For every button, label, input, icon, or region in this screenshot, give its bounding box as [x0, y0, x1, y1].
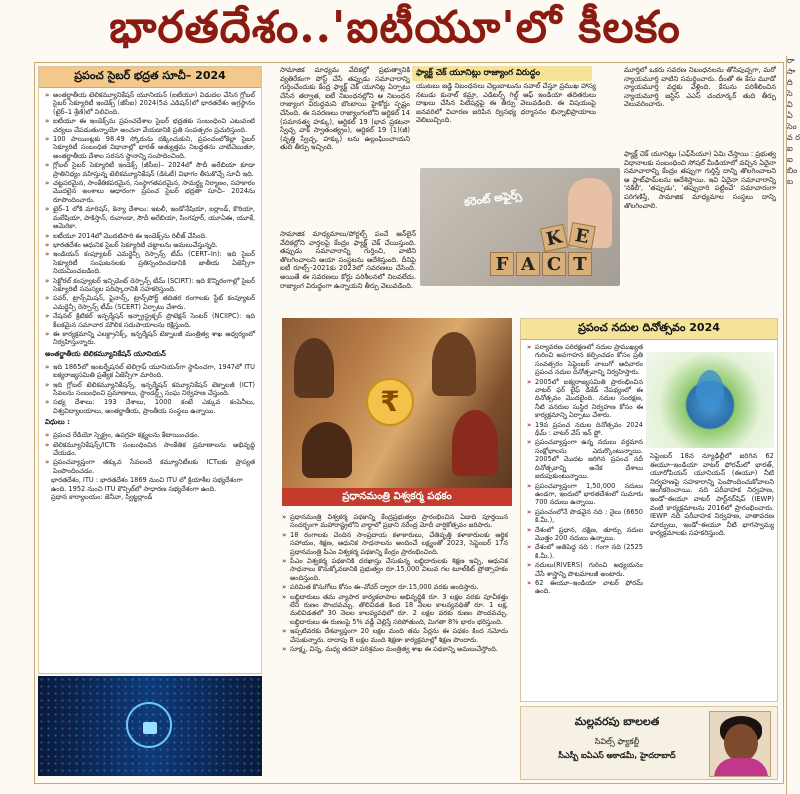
list-item: » నేషనల్ క్రిటికల్ ఇన్ఫర్మేషన్ ఇన్ఫ్రాస్ట్రక్చర్ ప్రొటెక్షన్ సెంటర్ (NCIIPC): ఇది కీలకమైన సమాచార మౌలిక సదుపాయాలను రక్షిస్తుంది.: [45, 312, 255, 329]
author-face: [724, 724, 758, 762]
letter-block: E: [568, 222, 596, 250]
list-item: » దేశంలో అతిపెద్ద నది : గంగా నది (2525 కి.మీ.).: [527, 543, 643, 560]
list-item: » పీఎం విశ్వకర్మ పథకానికి దరఖాస్తు చేసుకున్న లబ్ధిదారులకు శిక్షణ ఇచ్చి, ఆధునిక సాధనాలు కొనుక్కోవడానికి ప్రభుత్వం రూ.15,000 విలువ గల టూల్‌కిట్ ప్రోత్సాహకం అందిస్తుంది.: [282, 557, 508, 582]
list-item: » పర్యావరణ పరిరక్షణలో నదుల ప్రాముఖ్యత గురించి అవగాహన కల్పించడం కోసం ప్రతి సంవత్సరం సెప్టెంబర్ నాలుగో ఆదివారం ప్రపంచ నదుల దినోత్సవాన్ని నిర్వహిస్తారు.: [527, 343, 643, 377]
author-card: [520, 706, 778, 780]
india-itu-text: భారతదేశం, ITU : భారతదేశం 1869 నుంచి ITU లో క్రియాశీల సభ్యదేశంగా ఉంది. 1952 నుంచి ITU కౌన్సిల్‌లో సాధారణ సభ్యదేశంగా ఉంది.: [51, 476, 243, 493]
list-item: » 62 ఈయూ–ఇండియా వాటర్ ఫోరమ్ ఉంది.: [527, 579, 643, 596]
factcheck-lower-column: సామాజిక మాధ్యమాలు/పోర్టల్స్ పంచే ఆన్‌లైన్ వేదికల్లోని వార్తలపై కేంద్రం ఫ్యాక్ట్ చెక్ చేయిస్తుంది. తప్పుడు సమాచారాన్ని గుర్తించి, వాటిని తొలగించాలని ఆయా సంస్థలను ఆదేశిస్తుంది. దీనిపై ఐటీ రూల్స్–2021కు 2023లో సవరణలు చేసింది. అయితే ఈ సవరణలు కోర్టు పరిశీలనలో నిలవలేదు. రాజ్యాంగ విరుద్ధంగా ఉన్నాయని తీర్పు వెలువడింది.: [280, 230, 416, 290]
artisan-figure: [302, 422, 352, 478]
factcheck-right-bullet: ఫ్యాక్ట్ చెక్ యూనిట్లు (ఎఫ్‌సీయూ) ఏమి చేస్తాయి : ప్రభుత్వ విధానాలకు సంబంధించి సోషల్ మీడియాలో వచ్చిన ఏదైనా సమాచారాన్ని కేంద్రం తప్పుగా గుర్తిస్తే దాన్ని తొలగించాలని ఆ ప్లాట్‌ఫామ్‌లను ఆదేశిస్తాయి. ఇవి ఏదైనా సమాచారాన్ని 'నకిలీ', 'తప్పుడు', 'తప్పుదారి పట్టించే' సమాచారంగా పరిగణిస్తే, సామాజిక మాధ్యమాల సంస్థలు దాన్ని తొలగించాలి.: [624, 150, 776, 210]
list-item: » ప్రపంచవ్యాప్తంగా 1,50,000 నదులు ఉండగా, ఇందులో భారతదేశంలో సుమారు 700 నదులు ఉన్నాయి.: [527, 482, 643, 507]
list-item: » ఇది 1865లో ఇంటర్నేషనల్ టెలిగ్రాఫ్ యూనియన్‌గా స్థాపించగా, 1947లో ITU ఐక్యరాజ్యసమితి ప్రత్యేక ఏజెన్సీగా మారింది.: [45, 363, 255, 380]
fact-blocks-image: [420, 168, 620, 286]
cyber-index-heading: ప్రపంచ సైబర్ భద్రత సూచీ– 2024: [39, 67, 261, 88]
letter-block: A: [516, 252, 540, 276]
list-item: » సభ్య దేశాలు: 193 దేశాలు, 1000 కంటే ఎక్కువ కంపెనీలు, విశ్వవిద్యాలయాలు, అంతర్జాతీయ, ప్రాంతీయ సంస్థలు ఉన్నాయి.: [45, 398, 255, 415]
list-item: » 2005లో ఐక్యరాజ్యసమితి ప్రారంభించిన వాటర్ ఫర్ లైఫ్ డికేడ్ నేపథ్యంలో ఈ దినోత్సవం మొదలైంది. నదుల సంరక్షణ, నీటి వనరుల సుస్థిర నిర్వహణ కోసం ఈ కార్యక్రమాన్ని ఏర్పాటు చేశారు.: [527, 378, 643, 420]
earth-water-image: [646, 352, 774, 448]
factcheck-middle-column: యుటబు జడ్జి నిబంధనలు చెల్లుబాటును సవాల్ చేస్తూ ప్రముఖ హాస్య నటుడు కునాల్ కమ్రా, ఎడిటర్స్ గిల్డ్ ఆఫ్ ఇండియా తదితరులు దాఖలు చేసిన పిటిషన్లపై ఈ తీర్పు వెలువడింది. ఈ విషయంపై జనవరిలో విచారణ జరిపిన ద్విసభ్య ధర్మాసనం భిన్నాభిప్రాయాలు వెలిబుచ్చింది.: [416, 82, 596, 125]
itu-subheading: అంతర్జాతీయ టెలికమ్యూనికేషన్ యూనియన్: [45, 349, 166, 358]
rivers-right-column: సెప్టెంబర్ 18న న్యూఢిల్లీలో జరిగిన 62 ఈయూ–ఇండియా వాటర్ ఫోరమ్‌లో భారత్, యూరోపియన్ యూనియన్ (ఈయూ) నీటి నిర్వహణపై సహకారాన్ని పెంపొందించుకోవాలని అంగీకరించాయి. నది పరీవాహక నిర్వహణ, ఇండో–ఈయూ వాటర్ పార్ట్‌నర్‌షిప్ (IEWP) వంటి కార్యక్రమాలను 2016లో ప్రారంభించారు. IEWP నది పరీవాహక నిర్వహణ, వాతావరణ మార్పులు, ఇండో–ఈయూ నీటి భాగస్వామ్య కార్యక్రమాలకు సహకరిస్తుంది.: [650, 452, 774, 538]
list-item: » లబ్ధిదారులు తమ వ్యాపార కార్యకలాపాల అభివృద్ధికి రూ. 3 లక్షల వరకు పూచీకత్తు లేని రుణం పొందవచ్చు. తొలివిడత కింద 18 నెలల కాలవ్యవధితో రూ. 1 లక్ష, మలివిడతలో 30 నెలల కాలవ్యవధిలో రూ. 2 లక్షల వరకు రుణం పొందవచ్చు. లబ్ధిదారులు ఈ రుణంపై 5% వడ్డీ చెల్లిస్తే సరిపోతుంది, మిగతా 8% భారం భరిస్తుంది.: [282, 593, 508, 627]
list-item: » ఐటీయూ 2014లో మొదటిసారి ఈ ఇండెక్స్‌ను రిలీజ్ చేసింది.: [45, 232, 255, 240]
factcheck-heading: ఫ్యాక్ట్ చెక్ యూనిట్లు రాజ్యాంగ విరుద్ధం: [412, 66, 592, 81]
cyber-lock-image: [38, 676, 262, 776]
list-item: » దేశంలో ప్రధాన, దక్షిణ, తూర్పు నదుల మొత్తం 200 నదులు ఉన్నాయి.: [527, 526, 643, 543]
factcheck-right-column: మూర్తిలో ఒకరు సవరణ నిబంధనలను తోసిపుచ్చగా, మరో న్యాయమూర్తి వాటిని సమర్థించారు. దీంతో ఈ కేసు మూడో న్యాయమూర్తి వద్దకు వెళ్లింది. కేసును పరిశీలించిన న్యాయమూర్తి జస్టిస్ ఎఎస్ చందూర్కర్ తుది తీర్పు వెలువరించారు.: [624, 66, 776, 109]
list-item: » 18 రంగాలకు చెందిన సాంప్రదాయ కళాకారులు, చేతివృత్తి కళాకారులకు ఆర్థిక సహాయం, శిక్షణ, ఆధునిక సాధనాలను అందించే లక్ష్యంతో 2023, సెప్టెంబర్ 17న ప్రధానమంత్రి పీఎం విశ్వకర్మ పథకాన్ని కేంద్రం ప్రారంభించింది.: [282, 531, 508, 556]
author-photo: [709, 711, 771, 777]
list-item: » ప్రధానమంత్రి విశ్వకర్మ పథకాన్ని కేంద్రప్రభుత్వం ప్రారంభించిన ఏడాది పూర్తయిన సందర్భంగా మహారాష్ట్రలోని వార్ధాలో ప్రధాని నరేంద్ర మోదీ వార్షికోత్సవం జరిపారు.: [282, 513, 508, 530]
list-item: » ఐటీయూ ఈ ఇండెక్స్‌ను ప్రపంచదేశాల సైబర్ భద్రతకు సంబంధించి ఎటువంటి చర్యలు చేపడుతున్నాయో అంచనా వేయడానికి ప్రతి సంవత్సరం ప్రచురిస్తుంది.: [45, 117, 255, 134]
cyber-index-box: [38, 66, 262, 674]
rivers-day-bullets: [521, 340, 649, 596]
craft-scheme-box: [276, 510, 514, 780]
artisan-figure: [432, 332, 476, 396]
list-item: » భారతదేశం ఆధునిక సైబర్ సెక్యూరిటీ చట్టాలను అమలుచేస్తున్నది.: [45, 241, 255, 249]
author-name: మల్లవరపు బాలలత: [574, 715, 660, 728]
list-item: » ప్రపంచ రేడియో స్పెక్ట్రం, ఉపగ్రహ కక్ష్యలను కేటాయించడం.: [45, 431, 255, 439]
headline: భారతదేశం..'ఐటీయూ'లో కీలకం: [109, 2, 681, 53]
goals-bullets: [39, 428, 261, 475]
artisan-figure: [294, 338, 334, 398]
list-item: » టెలికమ్యూనికేషన్స్/ICTs సంబంధించిన సాంకేతిక ప్రమాణాలను అభివృద్ధి చేయడం.: [45, 441, 255, 458]
current-affairs-label: కరెంట్ అఫైర్స్: [463, 188, 523, 209]
list-item: » చట్టపరమైన, సాంకేతికపరమైన, సంస్థాగతపరమైన, సామర్థ్య నిర్మాణం, సహకారం మొదలైన అంశాలు ఆధారంగా ప్రపంచ సైబర్ భద్రతా సూచీ– 2024ను రూపొందించారు.: [45, 179, 255, 204]
right-edge-column: రా సా ది సె వి ఏ సెం వ ర ఐ ఐ బిం బ: [786, 56, 800, 794]
list-item: » ప్రపంచవ్యాప్తంగా ఉన్న నదులు వర్తమాన సంక్షోభాలను ఎదుర్కొంటున్నాయి. 2005లో మొదట జరిగిన ప్రపంచ నదీ దినోత్సవాన్ని అనేక దేశాలు జరుపుకుంటున్నాయి.: [527, 438, 643, 480]
list-item: » ఇప్పటివరకు దేశవ్యాప్తంగా 20 లక్షల మంది తమ పేర్లను ఈ పథకం కింద నమోదు చేసుకున్నారు. దాదాపు 8 లక్షల మంది శిక్షణా కార్యక్రమాల్లో శిక్షణ పొందారు.: [282, 627, 508, 644]
list-item: » ప్రపంచవ్యాప్తంగా తక్కువ సేవలందే కమ్యూనిటీలకు ICTలకు ప్రాప్యత పెంపొందించడం.: [45, 458, 255, 475]
craft-scheme-caption: ప్రధానమంత్రి విశ్వకర్మ పథకం: [282, 488, 512, 506]
list-item: » ఈ కార్యక్రమాన్ని ఎలక్ట్రానిక్స్, ఇన్ఫర్మేషన్ టెక్నాలజీ మంత్రిత్వ శాఖ ఆధ్వర్యంలో నిర్వహిస్తున్నారు.: [45, 330, 255, 347]
list-item: » అంతర్జాతీయ టెలికమ్యూనికేషన్ యూనియన్ (ఐటీయూ) విడుదల చేసిన గ్లోబల్ సైబర్ సెక్యూరిటీ ఇండెక్స్ (జీసీఐ) 2024(5వ ఎడిషన్)లో భారతదేశం అగ్రస్థానం (టైర్–1 శ్రేణి)లో నిలిచింది.: [45, 91, 255, 116]
list-item: » ఇది గ్లోబల్ టెలికమ్యూనికేషన్స్, ఇన్ఫర్మేషన్ కమ్యూనికేషన్ టెక్నాలజీ (ICT) సేవలను సంబంధించి ప్రమాణాలు, స్టాండర్డ్స్ సంఘ నిర్వహణ చేస్తుంది.: [45, 381, 255, 398]
list-item: » ఇండియన్ కంప్యూటర్ ఎమర్జెన్సీ రెస్పాన్స్ టీమ్ (CERT–In): ఇది సైబర్ సెక్యూరిటీ సంఘటనలకు ప్రతిస్పందించడానికి జాతీయ ఏజెన్సీగా నియమించబడింది.: [45, 250, 255, 275]
itu-headquarters: ప్రధాన కార్యాలయం: జెనీవా, స్విట్జర్లాండ్: [51, 493, 153, 502]
list-item: » నదులు(RIVERS) గురించి అధ్యయనం చేసే శాస్త్రాన్ని పొటమాలజీ అంటారు.: [527, 561, 643, 578]
rivers-day-heading: ప్రపంచ నదుల దినోత్సవం 2024: [521, 319, 777, 340]
goals-subheading: విధులు :: [45, 418, 70, 427]
letter-block: K: [540, 224, 568, 252]
letter-block: F: [490, 252, 514, 276]
list-item: » సూక్ష్మ, చిన్న, మధ్య తరహా పరిశ్రమల మంత్రిత్వ శాఖ ఈ పథకాన్ని అమలుచేస్తోంది.: [282, 645, 508, 653]
rupee-icon: ₹: [366, 378, 414, 426]
list-item: » పరిమిత కొనుగోలు కోసం ఈ–వోచర్ ద్వారా రూ.15,000 వరకు అందిస్తారు.: [282, 583, 508, 591]
water-drop-icon: [696, 370, 724, 408]
list-item: » పవర్, ట్రాన్స్‌మిషన్, ఫైనాన్స్, ట్రాన్స్‌పోర్ట్ తదితర రంగాలకు స్టేట్ కంప్యూటర్ ఎమర్జెన్సీ రెస్పాన్స్ టీమ్ (SCERT) ఏర్పాటు చేశారు.: [45, 294, 255, 311]
list-item: » 19వ ప్రపంచ నదుల దినోత్సవం 2024 థీమ్ : వాటర్ వేస్ ఇన్ ఫ్లో.: [527, 421, 643, 438]
author-organization: సీఎస్బీ ఐఏఎస్ అకాడమీ, హైదరాబాద్: [558, 751, 676, 760]
lock-icon: [126, 702, 172, 748]
cyber-index-bullets: [39, 88, 261, 347]
list-item: » 100 పాయింట్లకు 98.49 స్కోరును దక్కించుకుని, ప్రపంచంలోకెల్లా సైబర్ సెక్యూరిటీ సంబంధిత విధానాల్లో భారత్ అత్యుత్తమ నిబద్ధతను చాటిచెబుతూ, అంతర్జాతీయ దేశాల సరసన స్థానాన్ని సంపాదించింది.: [45, 135, 255, 160]
letter-block: T: [568, 252, 592, 276]
letter-block: C: [542, 252, 566, 276]
author-title: సివిల్స్ ఫ్యాకల్టీ: [594, 737, 640, 746]
artisans-collage-image: [282, 318, 512, 488]
artisan-figure: [452, 410, 498, 476]
list-item: » ప్రపంచంలోనే పొడవైన నది : నైలు (6650 కి.మీ.),: [527, 508, 643, 525]
author-body: [714, 758, 768, 777]
factcheck-intro-column: సామాజిక మాధ్యమ వేదికల్లో ప్రభుత్వానికి వ్యతిరేకంగా పోస్ట్ చేసే తప్పుడు సమాచారాన్ని గుర్తించేందుకు కేంద్ర ఫ్యాక్ట్ చెక్ యూనిట్ల ఏర్పాటు చేసిన తర్వాత, ఐటీ నిబంధనల్లోని ఆ నిబంధన రాజ్యాంగ విరుద్ధమని బొంబాయి హైకోర్టు స్పష్టం చేసింది. ఈ సవరణలు రాజ్యాంగంలోని ఆర్టికల్ 14 (సమానత్వ హక్కు), ఆర్టికల్ 19 (భావ ప్రకటనా స్వేచ్ఛ వాక్ స్వాతంత్య్రం), ఆర్టికల్ 19 (1)(జీ) (వృత్తి స్వేచ్ఛ, హక్కు) లను ఉల్లంఘించాయని తుది తీర్పు ఇచ్చింది.: [280, 66, 410, 152]
list-item: » సెక్టోరల్ కంప్యూటర్ ఇన్సిడెంట్ రెస్పాన్స్ టీమ్ (SCIRT): ఇది కొన్నిరంగాల్లో సైబర్ సెక్యూరిటీ సమస్యల పరిష్కారానికి సహకరిస్తుంది.: [45, 277, 255, 294]
list-item: » గ్లోబల్ సైబర్ సెక్యూరిటీ ఇండెక్స్ (జీసీఐ)– 2024లో సౌదీ అరేబియా కూడా ప్రాతినిధ్యం వహిస్తున్న టెలికమ్యూనికేషన్ (డిఓటీ) విభాగం తీసుకొచ్చే సూచీ ఇది.: [45, 161, 255, 178]
craft-scheme-bullets: [276, 510, 514, 654]
itu-bullets: [39, 360, 261, 415]
list-item: » టైర్–1 లోకి మారిషస్, కెన్యా దేశాలు: ఇటలీ, ఇండోనేషియా, ఐర్లాండ్, కొరియా, మలేషియా, పాకిస్తాన్, రువాండా, సౌదీ అరేబియా, సింగపూర్, యూఏఈ, యూకే, అమెరికా.: [45, 205, 255, 230]
